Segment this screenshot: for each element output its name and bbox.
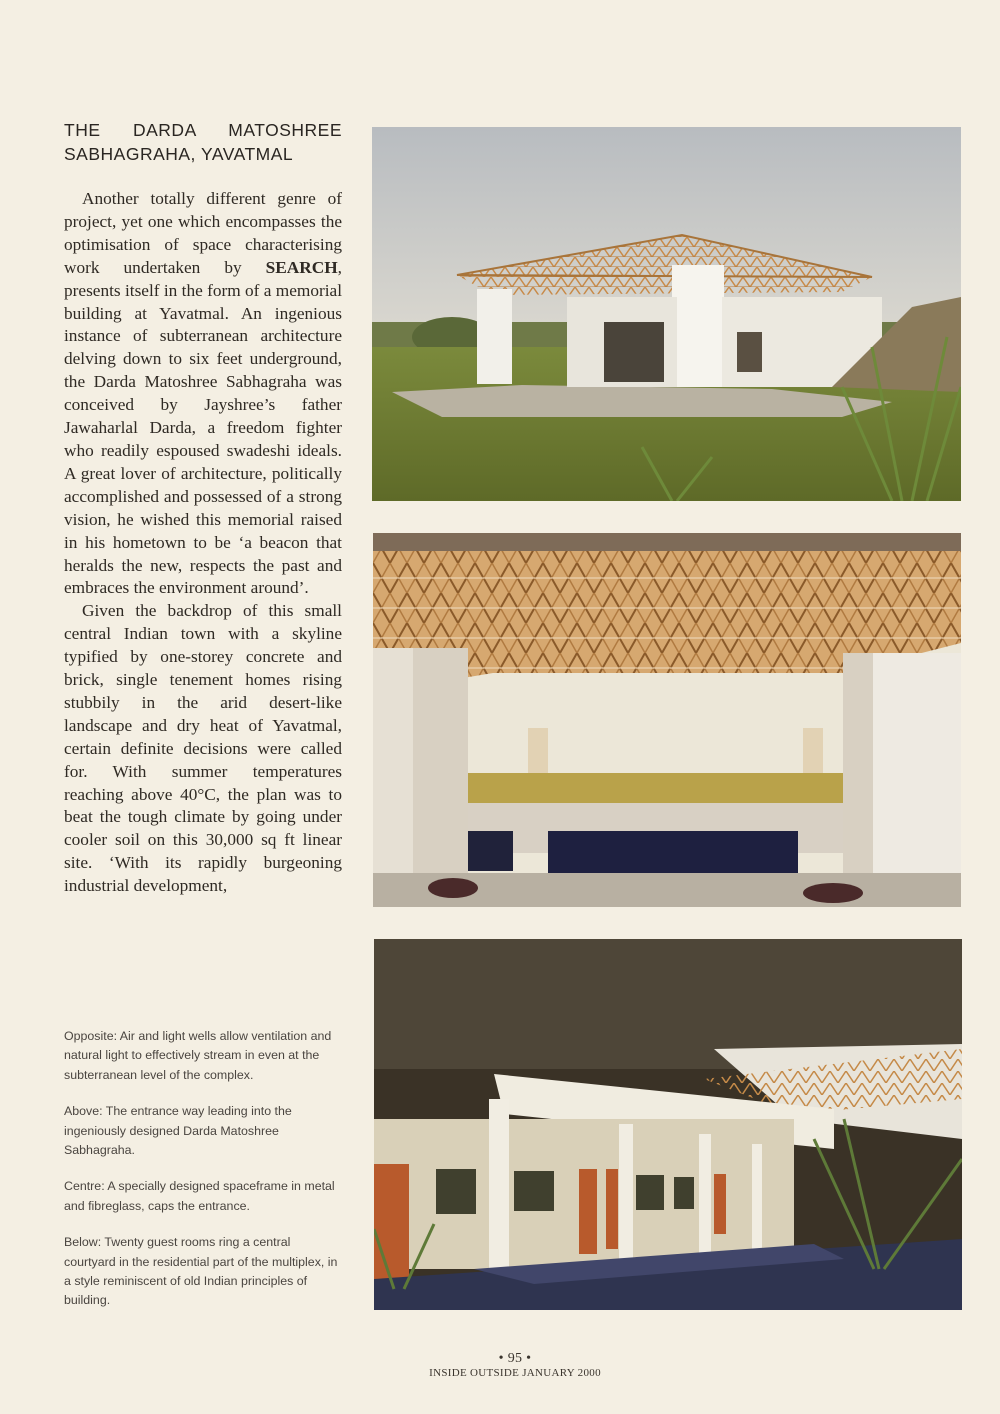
article-heading	[64, 118, 342, 166]
page-number-row: • 95 •	[498, 1351, 532, 1366]
page-footer	[380, 1352, 650, 1380]
para1-text-b: , presents itself in the form of a memorial building at Yavatmal. An ingenious instance of subterranean architecture delving down to six feet underground, the Darda Matoshree Sabhagraha was conceived by Jayshree’s father Jawaharlal Darda, a freedom fighter who readily espoused swadeshi ideals. A great lover of architecture, politically accomplished and possessed of a strong vision, he wished this memorial raised in his hometown to be ‘a beacon that heralds the new, respects the past and embraces the environment around’.	[64, 257, 342, 598]
photo-captions	[64, 1027, 344, 1328]
body-paragraph-1	[64, 188, 342, 600]
publication-line: INSIDE OUTSIDE JANUARY 2000	[429, 1367, 601, 1379]
page-number: 95	[507, 1351, 523, 1366]
heading-line-1: THE DARDA MATOSHREE	[64, 120, 342, 140]
caption-opposite: Opposite: Air and light wells allow ventilation and natural light to effectively stream in even at the subterranean level of the complex.	[64, 1029, 332, 1082]
article-body	[64, 188, 342, 898]
photo-courtyard	[374, 939, 962, 1310]
heading-line-2: SABHAGRAHA, YAVATMAL	[64, 144, 294, 164]
caption-below: Below: Twenty guest rooms ring a central courtyard in the residential part of the multiplex, in a style reminiscent of old Indian principles of building.	[64, 1235, 338, 1308]
caption-above: Above: The entrance way leading into the ingeniously designed Darda Matoshree Sabhagraha.	[64, 1104, 292, 1158]
caption-centre: Centre: A specially designed spaceframe in metal and fibreglass, caps the entrance.	[64, 1179, 335, 1213]
photo-spaceframe	[373, 533, 961, 907]
body-paragraph-2: Given the backdrop of this small central Indian town with a skyline typified by one-storey concrete and brick, single tenement homes rising stubbily in the arid desert-like landscape and dry heat of Yavatmal, certain definite decisions were called for. With summer temperatures reaching above 40°C, the plan was to beat the tough climate by going under cooler soil on this 30,000 sq ft linear site. ‘With its rapidly burgeoning industrial development,	[64, 601, 342, 896]
para1-firm-name: SEARCH	[265, 257, 338, 277]
photo-entrance-way	[372, 127, 961, 501]
para1-text-a: Another totally different genre of project, yet one which encompasses the optimisation of space characterising work undertaken by	[64, 189, 342, 277]
